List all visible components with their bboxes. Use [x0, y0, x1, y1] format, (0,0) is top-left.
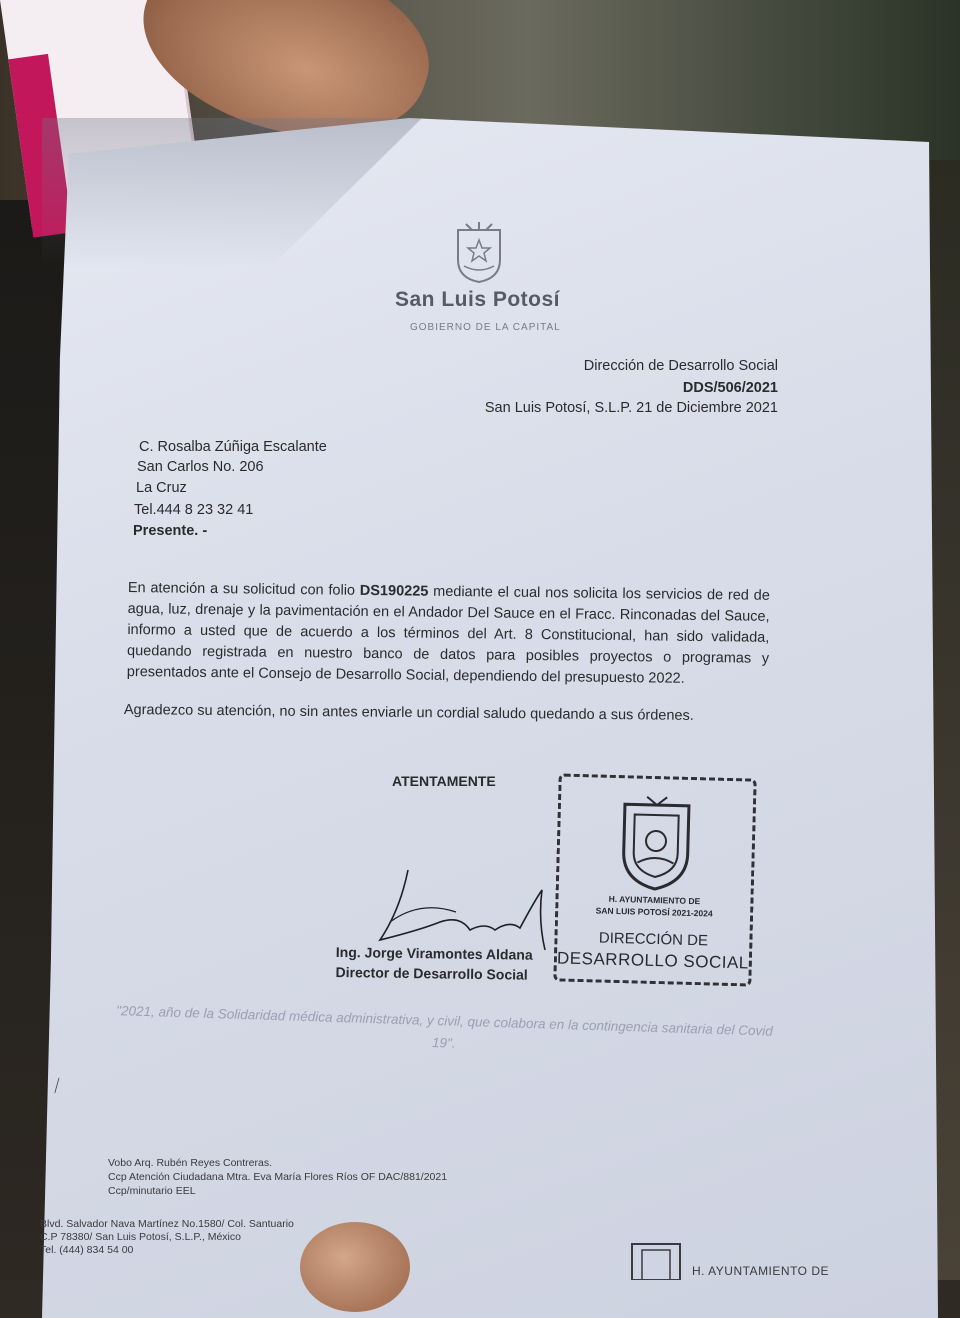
footer-text: H. AYUNTAMIENTO DE — [692, 1264, 830, 1278]
recipient-presente: Presente. - — [133, 523, 208, 539]
signer-name: Ing. Jorge Viramontes Aldana — [335, 943, 533, 963]
pen-mark: ⟋ — [48, 1076, 67, 1097]
holding-hand-bottom — [300, 1222, 410, 1312]
recipient-locality: La Cruz — [136, 480, 187, 496]
stamp-line-3: DIRECCIÓN DE — [598, 929, 709, 950]
copy-line: Ccp Atención Ciudadana Mtra. Eva María Flores Ríos OF DAC/881/2021 — [108, 1171, 448, 1183]
stamp-line-2: SAN LUIS POTOSÍ 2021-2024 — [595, 905, 713, 919]
footer-crest-icon — [628, 1240, 684, 1280]
recipient-street: San Carlos No. 206 — [137, 459, 264, 475]
recipient-phone: Tel.444 8 23 32 41 — [134, 502, 254, 518]
address-block — [40, 1218, 294, 1257]
signer-block — [335, 942, 532, 985]
body-paragraph — [127, 578, 770, 691]
stamp-crest-icon — [615, 792, 698, 894]
place-date-line: San Luis Potosí, S.L.P. 21 de Diciembre 2021 — [484, 400, 778, 416]
copies-block — [108, 1156, 447, 1198]
reference-number: DDS/506/2021 — [682, 380, 778, 396]
address-line: Tel. (444) 834 54 00 — [40, 1244, 134, 1256]
coat-of-arms-icon — [452, 220, 506, 284]
stamp-line-1: H. AYUNTAMIENTO DE — [608, 893, 701, 907]
body-lead: En atención a su solicitud con folio — [127, 579, 360, 599]
body-rest: mediante el cual nos solicita los servicios de red de agua, luz, drenaje y la pavimentación en el Andador Del Sauce en el Fracc. Rinconadas del Sauce, informo a usted que de acuerdo a los términos del Art. 8 Constitucional, han sido validada, quedando registrada en nuestro banco de datos para posibles proyectos o programas y presentados ante el Consejo de Desarrollo Social, dependiendo del presupuesto 2022. — [126, 583, 770, 687]
copy-line: Vobo Arq. Rubén Reyes Contreras. — [108, 1157, 273, 1169]
recipient-name: C. Rosalba Zúñiga Escalante — [139, 439, 327, 455]
closing-line: Agradezco su atención, no sin antes enviarle un cordial saludo quedando a sus órdenes. — [123, 702, 694, 724]
stamp-line-4: DESARROLLO SOCIAL — [556, 948, 749, 973]
letterhead-name: San Luis Potosí — [395, 288, 561, 311]
address-line: Blvd. Salvador Nava Martínez No.1580/ Col. Santuario — [40, 1218, 294, 1230]
signer-title: Director de Desarrollo Social — [335, 963, 528, 983]
address-line: C.P 78380/ San Luis Potosí, S.L.P., México — [40, 1231, 241, 1243]
folio-number: DS190225 — [359, 582, 429, 600]
official-stamp — [553, 773, 756, 986]
department-line: Dirección de Desarrollo Social — [583, 358, 778, 374]
letterhead-subtitle: GOBIERNO DE LA CAPITAL — [410, 322, 561, 333]
atentamente-label: ATENTAMENTE — [392, 773, 496, 789]
copy-line: Ccp/minutario EEL — [108, 1185, 196, 1197]
motto-text: "2021, año de la Solidaridad médica administrativa, y civil, que colabora en la contingencia sanitaria del Covid 19". — [115, 1003, 774, 1051]
